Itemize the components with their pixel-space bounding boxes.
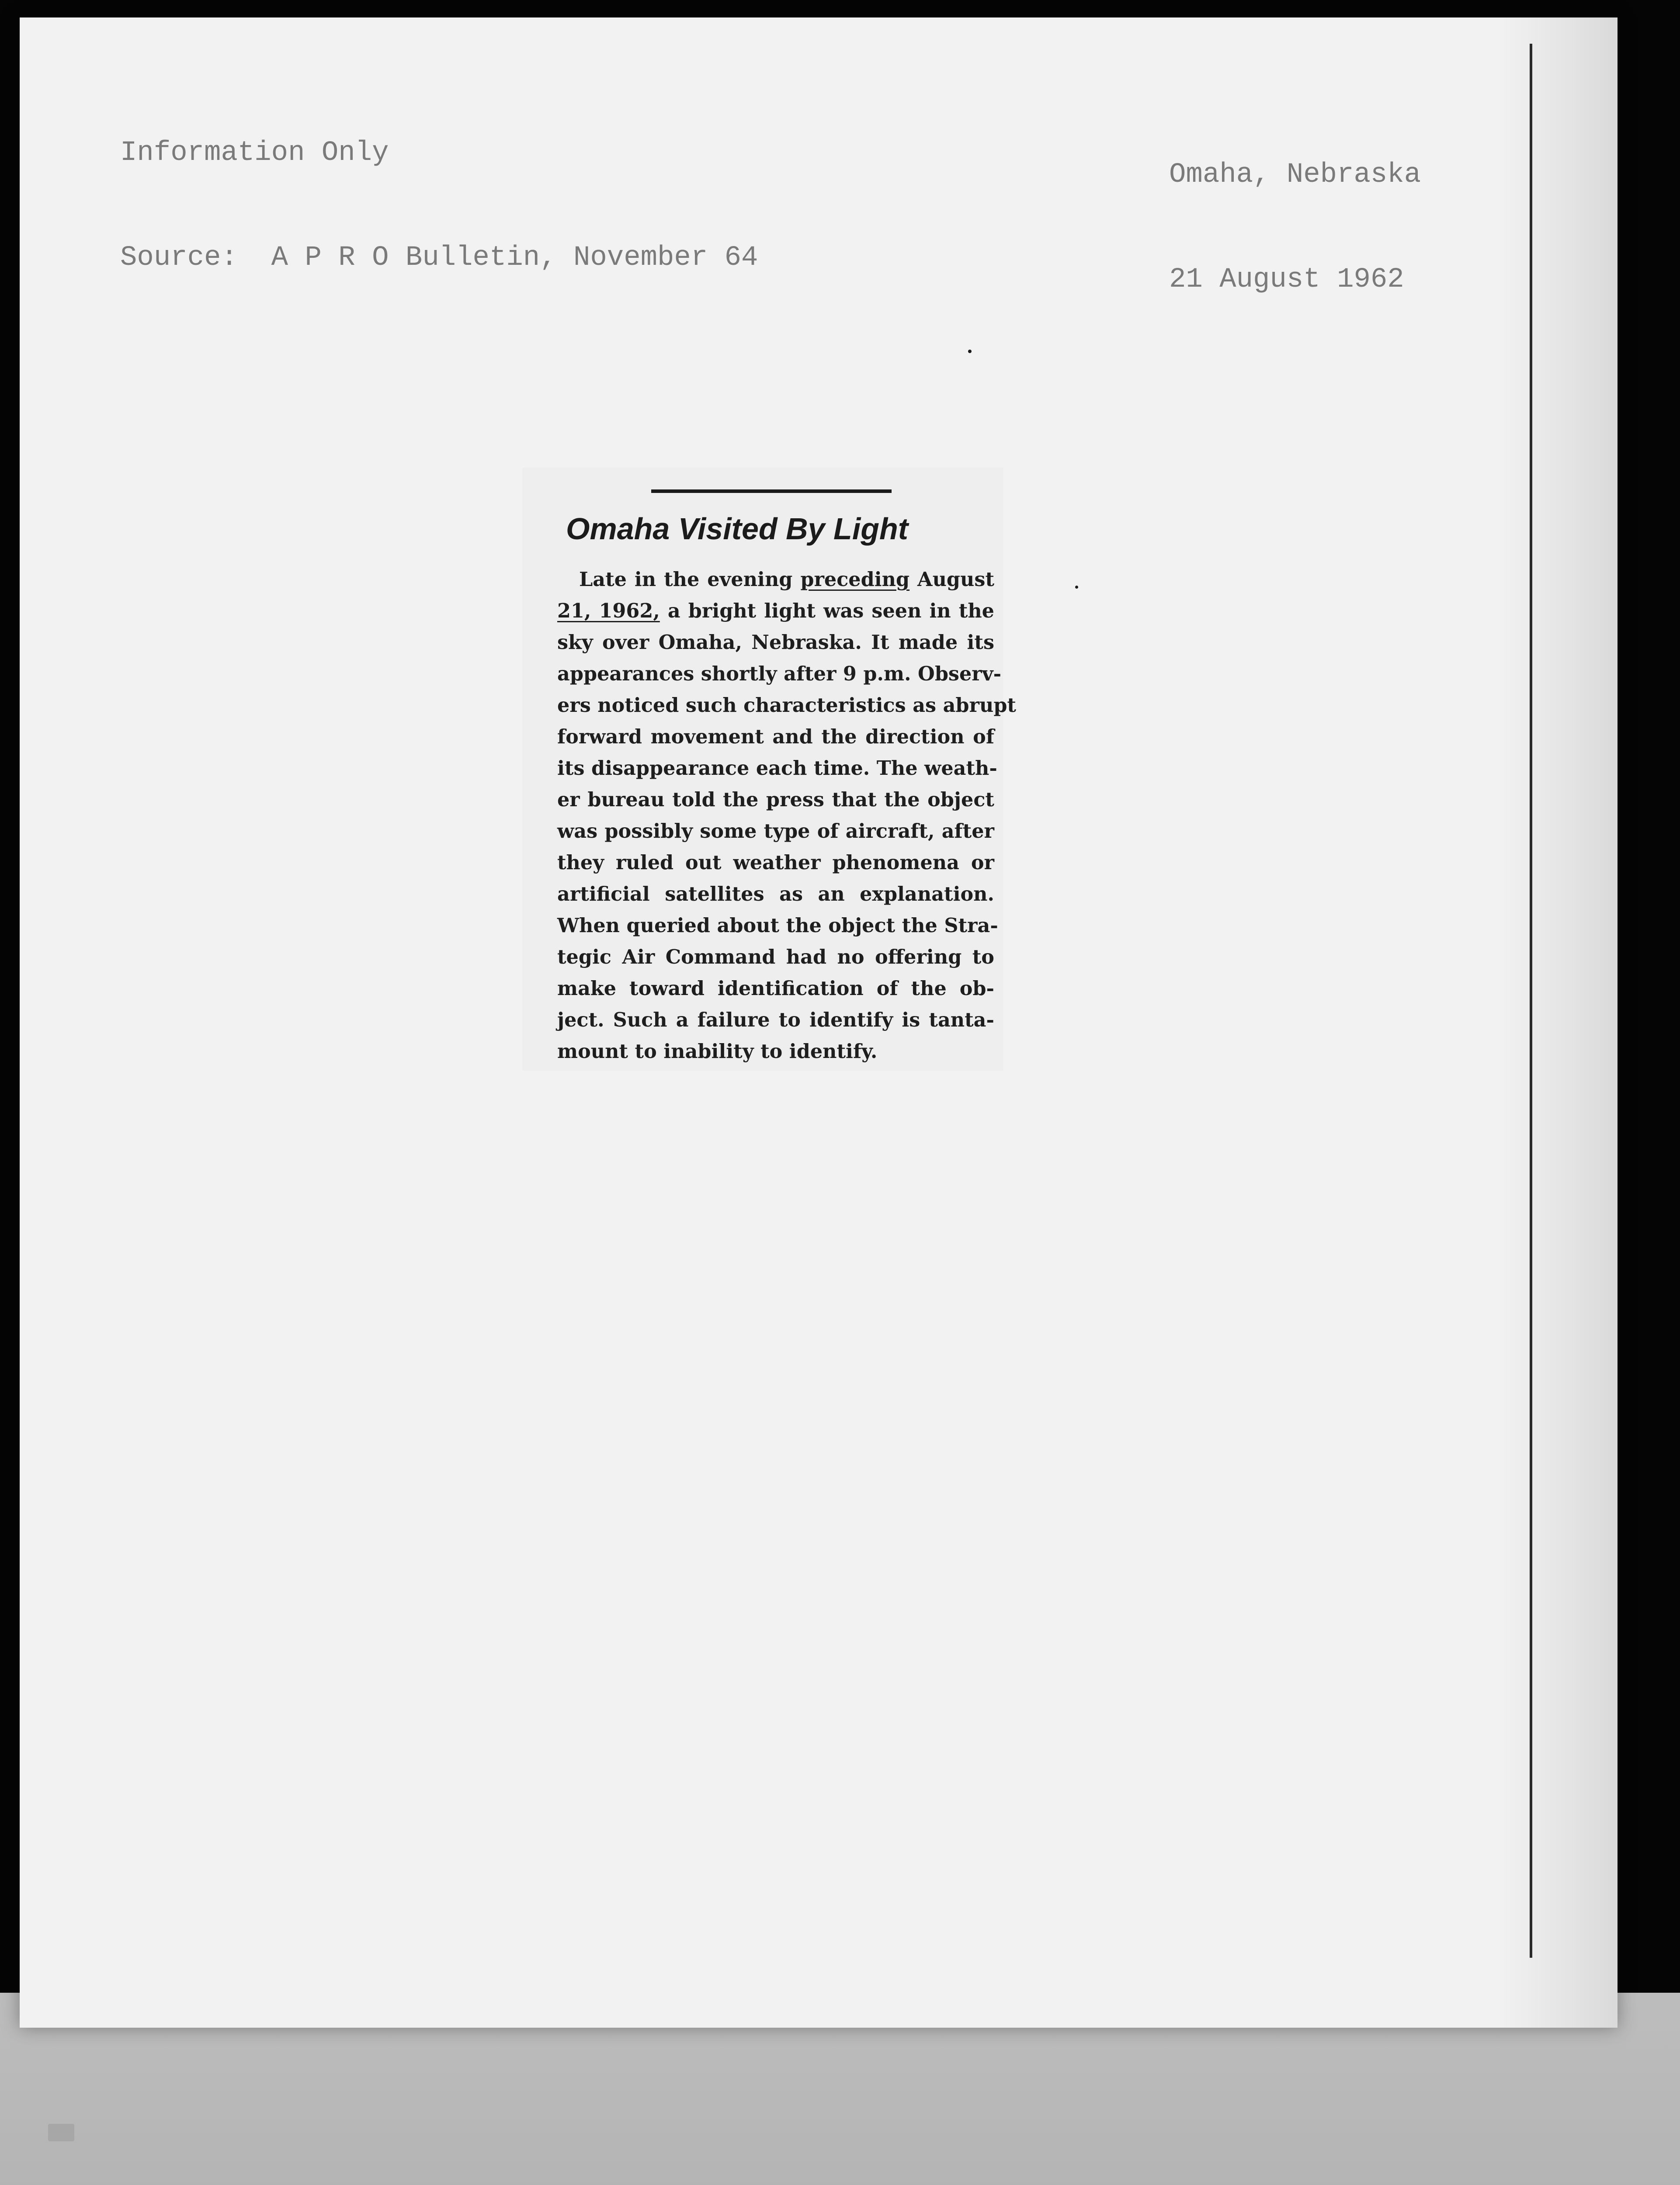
clipping-line: its disappearance each time. The weath- — [557, 757, 997, 780]
clipping-line: er bureau told the press that the object — [557, 788, 994, 811]
header-location-date — [1169, 87, 1421, 367]
clipping-title: Omaha Visited By Light — [566, 512, 909, 546]
clipping-rule — [651, 489, 892, 493]
clipping-line: ject. Such a failure to identify is tanta- — [557, 1009, 994, 1031]
clipping-line: make toward identification of the ob- — [557, 977, 994, 1000]
dust-speck — [968, 350, 972, 353]
clipping-line: mount to inability to identify. — [557, 1040, 878, 1063]
clipping-line: 21, 1962, a bright light was seen in the — [557, 600, 994, 622]
header-source-block — [120, 66, 758, 345]
page-edge-line — [1530, 44, 1532, 1958]
clipping-line: ers noticed such characteristics as abrupt — [557, 694, 1016, 717]
clipping-body — [557, 564, 1016, 1067]
clipping-line: was possibly some type of aircraft, after — [557, 820, 994, 843]
clipping-line: Late in the evening preceding August — [579, 568, 994, 591]
header-date: 21 August 1962 — [1169, 264, 1404, 295]
dust-speck — [1075, 586, 1078, 589]
clipping-line: When queried about the object the Stra- — [557, 914, 998, 937]
document-page — [20, 17, 1618, 2028]
page-edge-shadow — [1497, 17, 1618, 2028]
header-location: Omaha, Nebraska — [1169, 159, 1421, 191]
header-source: Source: A P R O Bulletin, November 64 — [120, 242, 758, 274]
clipping-line: appearances shortly after 9 p.m. Observ- — [557, 662, 1002, 685]
clipping-line: forward movement and the direction of — [557, 725, 994, 748]
header-information-only: Information Only — [120, 137, 389, 169]
clipping-line: artificial satellites as an explanation. — [557, 883, 994, 905]
newspaper-clipping — [522, 468, 1016, 1071]
clipping-line: sky over Omaha, Nebraska. It made its — [557, 631, 994, 654]
clipping-line: tegic Air Command had no offering to — [557, 946, 994, 968]
clipping-line: they ruled out weather phenomena or — [557, 851, 994, 874]
